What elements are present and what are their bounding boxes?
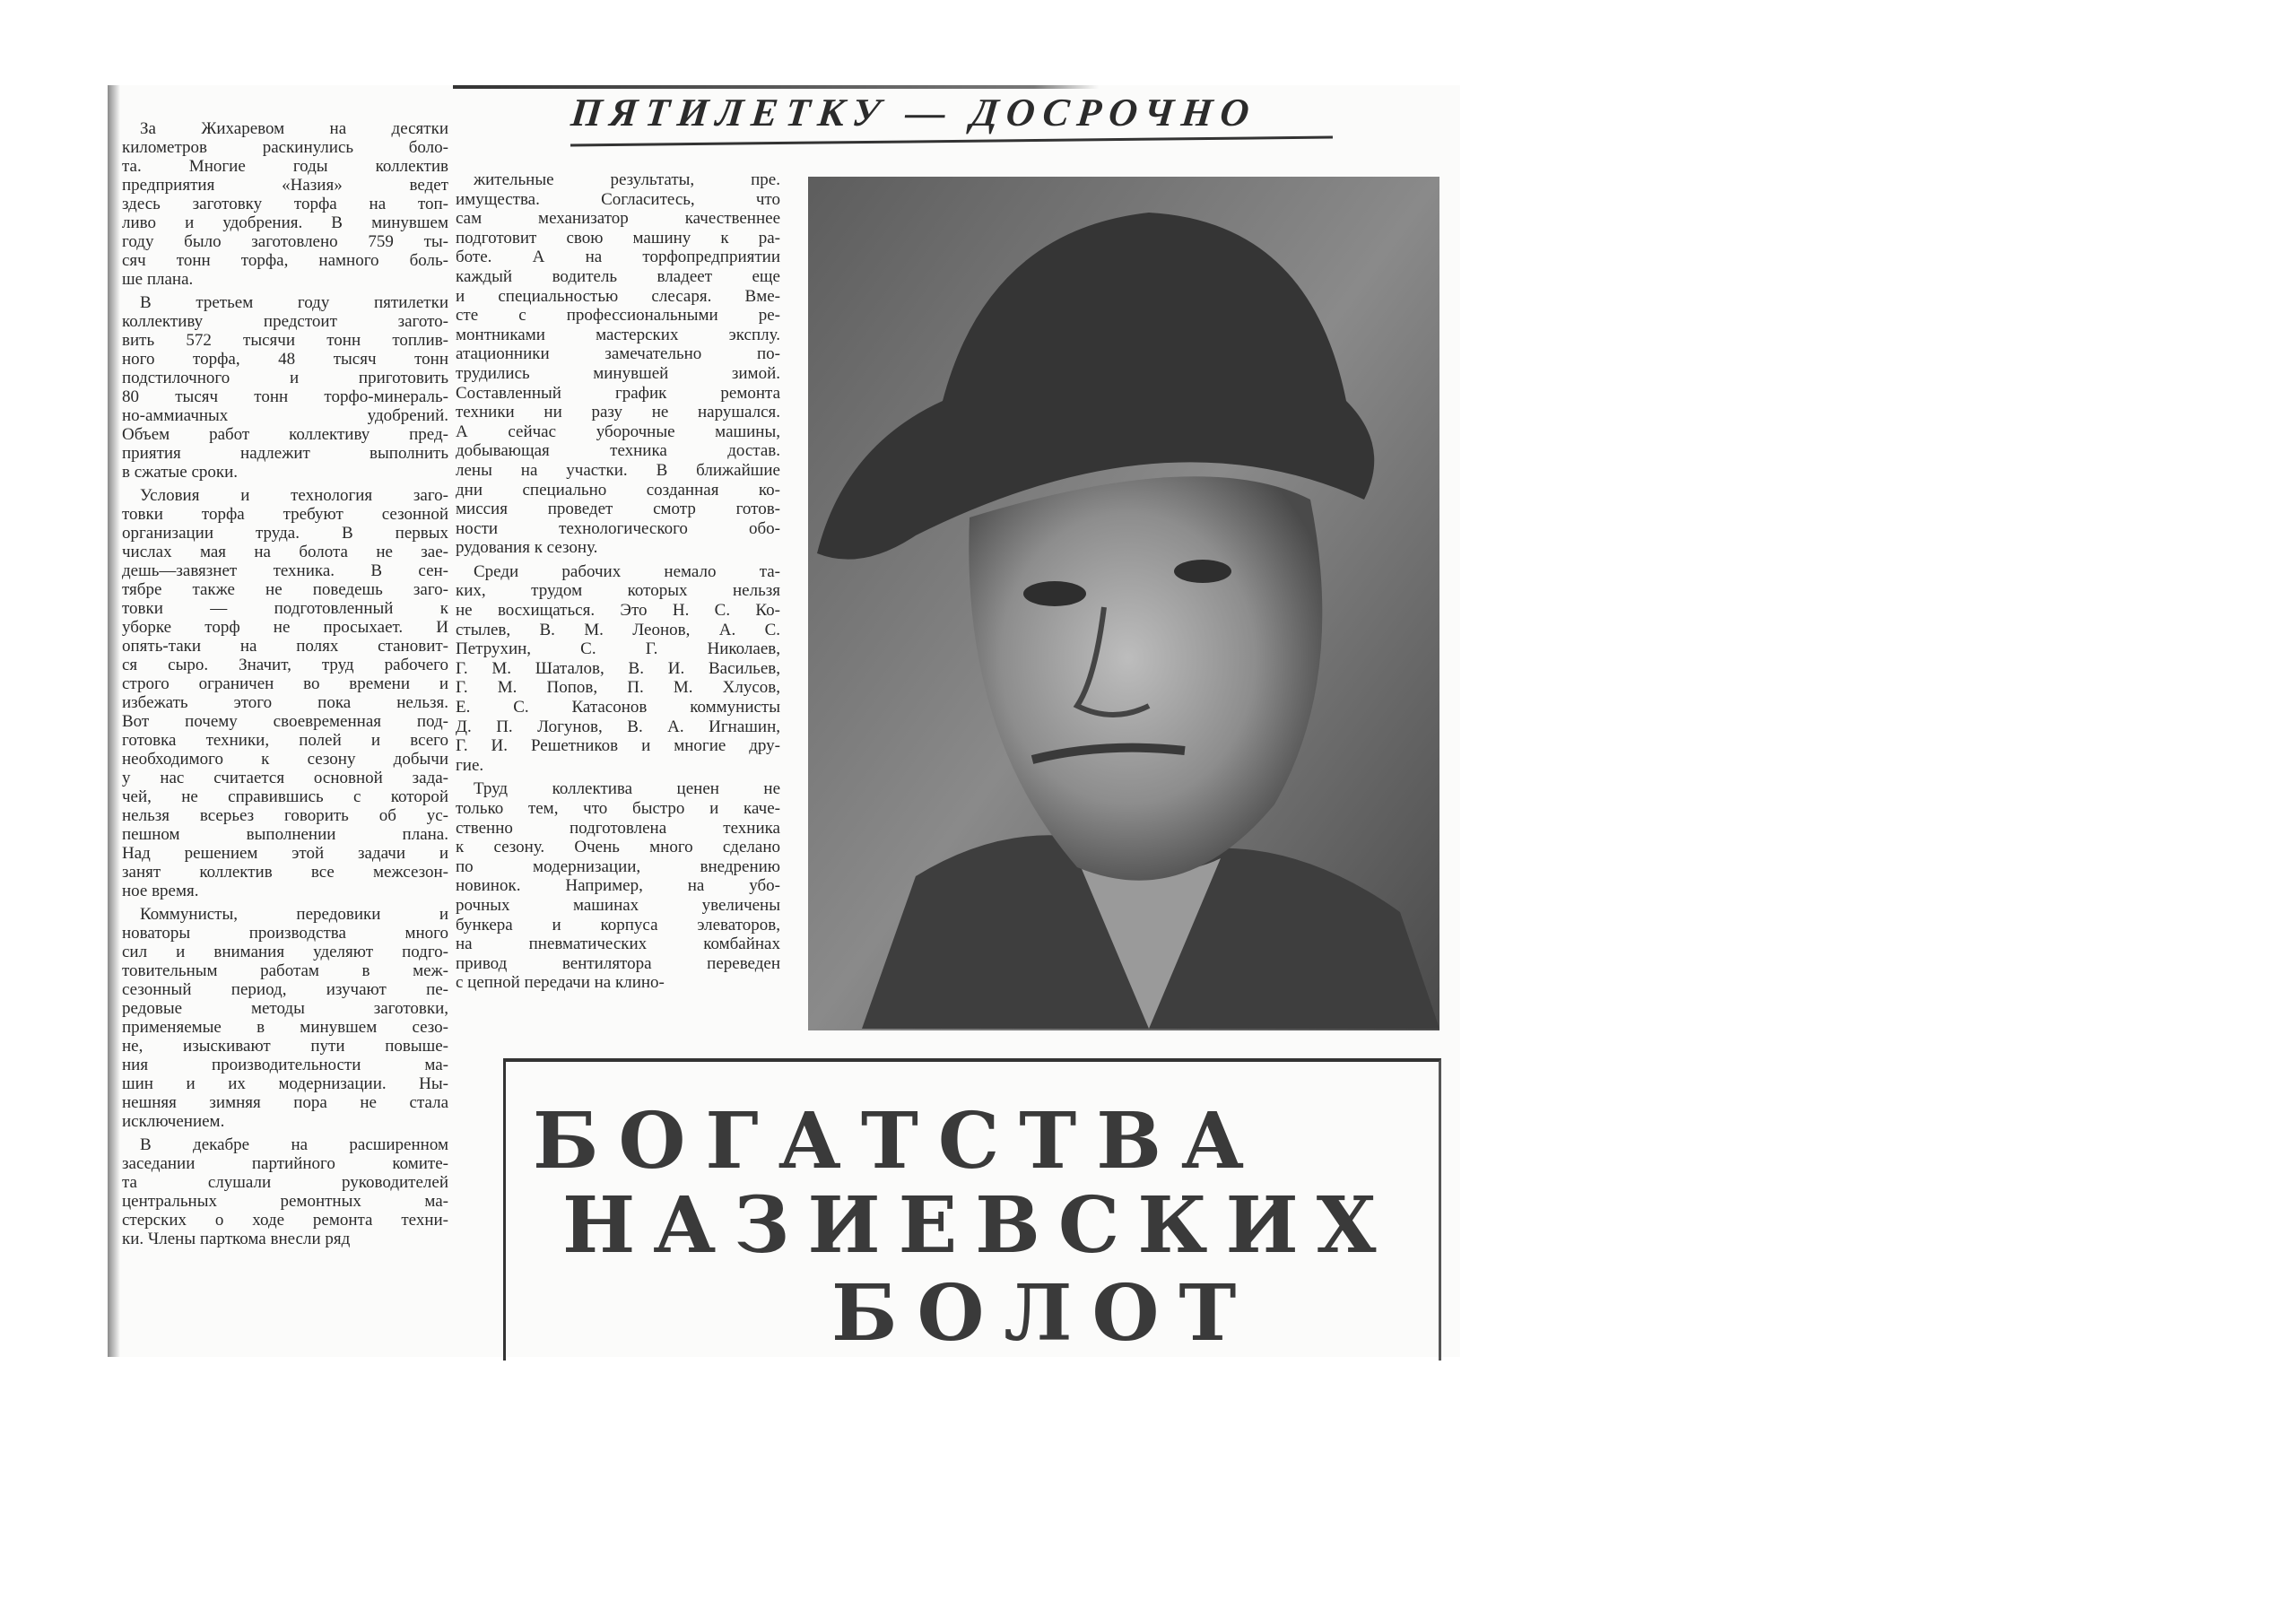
text-line: Среди рабочих немало та- [474, 561, 780, 581]
text-line: новаторы производства много [122, 924, 448, 943]
text-line: боте. А на торфопредприятии [456, 248, 780, 267]
text-line: сам механизатор качественнее [456, 209, 780, 229]
text-line: организации труда. В первых [122, 524, 448, 543]
text-line: сезонный период, изучают пе- [122, 980, 448, 999]
text-line: заседании партийного комите- [122, 1154, 448, 1173]
text-line: по модернизации, внедрению [456, 856, 780, 876]
text-line: ности технологического обо- [456, 518, 780, 538]
text-line: жительные результаты, пре. [474, 170, 780, 189]
text-line: новинок. Например, на убо- [456, 876, 780, 896]
paragraph [456, 779, 780, 993]
text-line: опять-таки на полях становит- [122, 637, 448, 656]
text-line: рочных машинах увеличены [456, 895, 780, 915]
text-line: стылев, В. М. Леонов, А. С. [456, 620, 780, 639]
text-line: строго ограничен во времени и [122, 674, 448, 693]
text-line: в сжатые сроки. [122, 463, 239, 482]
text-line: занят коллектив все межсезон- [122, 863, 448, 882]
text-line: дешь—завязнет техника. В сен- [122, 561, 448, 580]
text-line: и специальностью слесаря. Вме- [456, 286, 780, 306]
text-line: монтниками мастерских эксплу. [456, 325, 780, 344]
text-line: сил и внимания уделяют подго- [122, 943, 448, 961]
text-line: подстилочного и приготовить [122, 369, 448, 387]
headline-line-3: БОЛОТ [831, 1268, 1257, 1359]
section-rubric: ПЯТИЛЕТКУ — ДОСРОЧНО [569, 91, 1260, 135]
text-line: здесь заготовку торфа на топ- [122, 195, 448, 213]
text-line: у нас считается основной зада- [122, 769, 448, 787]
text-line: добывающая техника достав. [456, 441, 780, 461]
text-line: имущества. Согласитесь, что [456, 189, 780, 209]
text-line: Условия и технология заго- [140, 486, 448, 505]
text-line: привод вентилятора переведен [456, 953, 780, 973]
text-line: числах мая на болота не зае- [122, 543, 448, 561]
text-line: исключением. [122, 1112, 225, 1131]
text-line: Вот почему своевременная под- [122, 712, 448, 731]
text-line: нельзя всерьез говорить об ус- [122, 806, 448, 825]
text-line: В декабре на расширенном [140, 1135, 448, 1154]
text-line: на пневматических комбайнах [456, 935, 780, 954]
paragraph [456, 562, 780, 776]
text-line: Г. И. Решетников и многие дру- [456, 736, 780, 756]
text-line: та слушали руководителей [122, 1173, 448, 1192]
text-line: готовка техники, полей и всего [122, 731, 448, 750]
text-line: Г. М. Попов, П. М. Хлусов, [456, 678, 780, 698]
portrait-of-worker-in-hat [808, 177, 1439, 1030]
paragraph [122, 905, 448, 1131]
text-line: Г. М. Шаталов, В. И. Васильев, [456, 658, 780, 678]
text-line: шин и их модернизации. Ны- [122, 1074, 448, 1093]
text-line: сяч тонн торфа, намного боль- [122, 251, 448, 270]
paragraph [122, 119, 448, 289]
headline-line-1: БОГАТСТВА [533, 1096, 1264, 1187]
text-line: лены на участки. В ближайшие [456, 460, 780, 480]
text-line: центральных ремонтных ма- [122, 1192, 448, 1211]
text-line: товки — подготовленный к [122, 599, 448, 618]
text-line: только тем, что быстро и каче- [456, 799, 780, 818]
text-line: не восхищаться. Это Н. С. Ко- [456, 601, 780, 621]
text-line: тябре также не поведешь заго- [122, 580, 448, 599]
text-line: применяемые в минувшем сезо- [122, 1018, 448, 1037]
text-line: Составленный график ремонта [456, 383, 780, 403]
paragraph [122, 486, 448, 900]
text-line: предприятия «Назия» ведет [122, 176, 448, 195]
text-line: избежать этого пока нельзя. [122, 693, 448, 712]
paragraph [122, 293, 448, 482]
text-line: приятия надлежит выполнить [122, 444, 448, 463]
portrait-photo [808, 177, 1439, 1030]
scan-shadow-edge [108, 85, 120, 1357]
text-line: Е. С. Катасонов коммунисты [456, 698, 780, 717]
text-line: ное время. [122, 882, 199, 900]
text-line: ся сыро. Значит, труд рабочего [122, 656, 448, 674]
text-line: стерских о ходе ремонта техни- [122, 1211, 448, 1230]
text-line: ственно подготовлена техника [456, 818, 780, 838]
text-line: бункера и корпуса элеваторов, [456, 915, 780, 935]
text-line: ливо и удобрения. В минувшем [122, 213, 448, 232]
text-line: году было заготовлено 759 ты- [122, 232, 448, 251]
text-line: миссия проведет смотр готов- [456, 500, 780, 519]
text-line: подготовит свою машину к ра- [456, 228, 780, 248]
text-line: Труд коллектива ценен не [474, 779, 780, 799]
article-column-left [122, 119, 448, 1253]
text-line: с цепной передачи на клино- [456, 973, 665, 993]
text-line: Объем работ коллективу пред- [122, 425, 448, 444]
text-line: рудования к сезону. [456, 538, 598, 558]
text-line: вить 572 тысячи тонн топлив- [122, 331, 448, 350]
text-line: но-аммиачных удобрений. [122, 406, 448, 425]
text-line: техники ни разу не нарушался. [456, 403, 780, 422]
text-line: редовые методы заготовки, [122, 999, 448, 1018]
paragraph [122, 1135, 448, 1248]
text-line: гие. [456, 755, 484, 775]
text-line: ного торфа, 48 тысяч тонн [122, 350, 448, 369]
text-line: ния производительности ма- [122, 1056, 448, 1074]
text-line: километров раскинулись боло- [122, 138, 448, 157]
text-line: ких, трудом которых нельзя [456, 581, 780, 601]
text-line: В третьем году пятилетки [140, 293, 448, 312]
text-line: коллективу предстоит загото- [122, 312, 448, 331]
text-line: сте с профессиональными ре- [456, 306, 780, 326]
headline-line-2: НАЗИЕВСКИХ [562, 1180, 1395, 1271]
text-line: Петрухин, С. Г. Николаев, [456, 639, 780, 659]
text-line: Над решением этой задачи и [122, 844, 448, 863]
text-line: 80 тысяч тонн торфо-минераль- [122, 387, 448, 406]
text-line: уборке торф не просыхает. И [122, 618, 448, 637]
text-line: За Жихаревом на десятки [140, 119, 448, 138]
text-line: Д. П. Логунов, В. А. Игнашин, [456, 717, 780, 736]
text-line: каждый водитель владеет еще [456, 266, 780, 286]
article-column-middle [456, 170, 780, 997]
text-line: атационники замечательно по- [456, 344, 780, 364]
text-line: А сейчас уборочные машины, [456, 422, 780, 441]
text-line: ше плана. [122, 270, 194, 289]
text-line: к сезону. Очень много сделано [456, 838, 780, 857]
text-line: Коммунисты, передовики и [140, 905, 448, 924]
text-line: товительным работам в меж- [122, 961, 448, 980]
paragraph [456, 170, 780, 558]
text-line: та. Многие годы коллектив [122, 157, 448, 176]
text-line: чей, не справившись с которой [122, 787, 448, 806]
text-line: не, изыскивают пути повыше- [122, 1037, 448, 1056]
text-line: трудились минувшей зимой. [456, 363, 780, 383]
text-line: нешняя зимняя пора не стала [122, 1093, 448, 1112]
text-line: пешном выполнении плана. [122, 825, 448, 844]
text-line: необходимого к сезону добычи [122, 750, 448, 769]
text-line: дни специально созданная ко- [456, 480, 780, 500]
text-line: ки. Члены парткома внесли ряд [122, 1230, 351, 1248]
text-line: товки торфа требуют сезонной [122, 505, 448, 524]
